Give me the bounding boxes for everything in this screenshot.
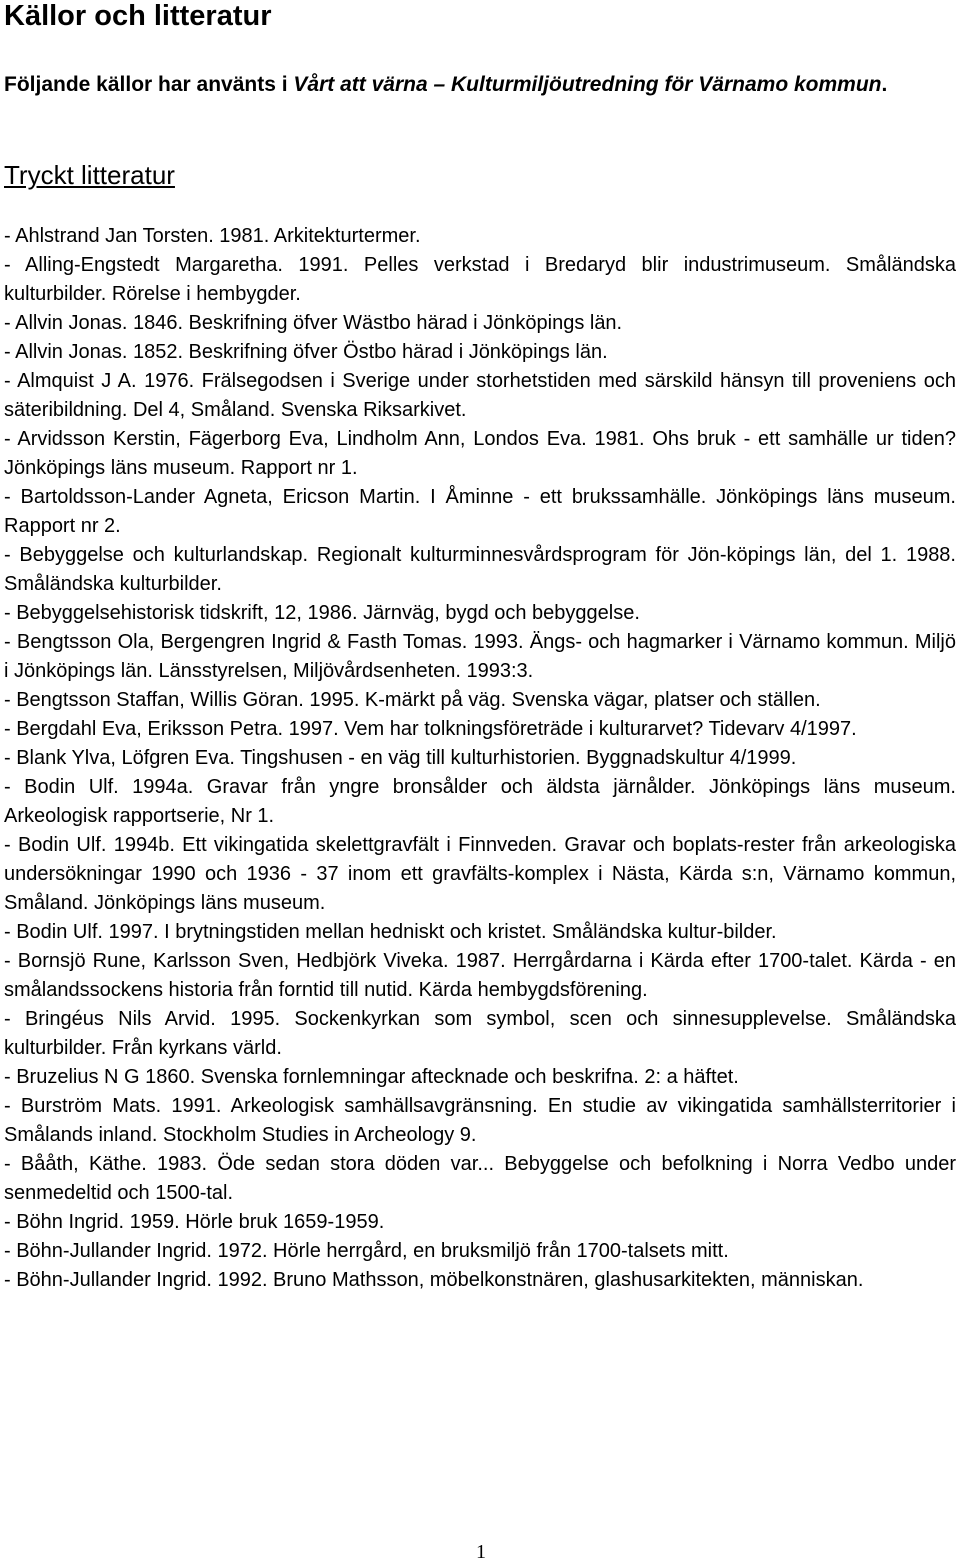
reference-entry: - Bergdahl Eva, Eriksson Petra. 1997. Vem har tolkningsföreträde i kulturarvet? Tidevarv 4/1997. <box>4 718 857 740</box>
reference-list <box>4 222 956 1295</box>
reference-entry: - Alling-Engstedt Margaretha. 1991. Pelles verkstad i Bredaryd blir industrimuseum. Småländska kulturbilder. Rörelse i hembygder. <box>4 254 956 305</box>
reference-entry: - Allvin Jonas. 1846. Beskrifning öfver Wästbo härad i Jönköpings län. <box>4 312 623 334</box>
reference-entry: - Böhn-Jullander Ingrid. 1972. Hörle herrgård, en bruksmiljö från 1700-talsets mitt. <box>4 1240 729 1262</box>
reference-entry: - Böhn Ingrid. 1959. Hörle bruk 1659-1959. <box>4 1211 385 1233</box>
reference-entry: - Bringéus Nils Arvid. 1995. Sockenkyrkan som symbol, scen och sinnesupplevelse. Småländska kulturbilder. Från kyrkans värld. <box>4 1008 956 1059</box>
reference-entry: - Bodin Ulf. 1997. I brytningstiden mellan hedniskt och kristet. Småländska kultur-bilder. <box>4 921 777 943</box>
reference-entry: - Bengtsson Staffan, Willis Göran. 1995. K-märkt på väg. Svenska vägar, platser och ställen. <box>4 689 821 711</box>
page-title: Källor och litteratur <box>4 0 272 32</box>
reference-entry: - Bodin Ulf. 1994b. Ett vikingatida skelettgravfält i Finnveden. Gravar och boplats-rester från arkeologiska undersökningar 1990 och 1936 - 37 inom ett gravfälts-komplex i Nästa, Kärda s:n, Värnamo kommun, Småland. Jönköpings läns museum. <box>4 834 956 914</box>
reference-entry: - Bebyggelsehistorisk tidskrift, 12, 1986. Järnväg, bygd och bebyggelse. <box>4 602 640 624</box>
reference-entry: - Arvidsson Kerstin, Fägerborg Eva, Lindholm Ann, Londos Eva. 1981. Ohs bruk - ett samhälle ur tiden? Jönköpings läns museum. Rapport nr 1. <box>4 428 956 479</box>
reference-entry: - Ahlstrand Jan Torsten. 1981. Arkitekturtermer. <box>4 225 421 247</box>
reference-entry: - Bengtsson Ola, Bergengren Ingrid & Fasth Tomas. 1993. Ängs- och hagmarker i Värnamo kommun. Miljö i Jönköpings län. Länsstyrelsen, Miljövårdsenheten. 1993:3. <box>4 631 956 682</box>
reference-entry: - Bornsjö Rune, Karlsson Sven, Hedbjörk Viveka. 1987. Herrgårdarna i Kärda efter 1700-talet. Kärda - en smålandssockens historia från forntid till nutid. Kärda hembygdsförening. <box>4 950 956 1001</box>
reference-entry: - Burström Mats. 1991. Arkeologisk samhällsavgränsning. En studie av vikingatida samhällsterritorier i Smålands inland. Stockholm Studies in Archeology 9. <box>4 1095 956 1146</box>
intro-suffix: . <box>881 73 888 96</box>
page-number: 1 <box>476 1541 486 1563</box>
reference-entry: - Almquist J A. 1976. Frälsegodsen i Sverige under storhetstiden med särskild hänsyn till proveniens och säteribildning. Del 4, Småland. Svenska Riksarkivet. <box>4 370 956 421</box>
reference-entry: - Blank Ylva, Löfgren Eva. Tingshusen - en väg till kulturhistorien. Byggnadskultur 4/1999. <box>4 747 797 769</box>
section-heading: Tryckt litteratur <box>4 160 175 190</box>
intro-prefix: Följande källor har använts i <box>4 73 294 96</box>
reference-entry: - Bodin Ulf. 1994a. Gravar från yngre bronsålder och äldsta järnålder. Jönköpings läns museum. Arkeologisk rapportserie, Nr 1. <box>4 776 956 827</box>
reference-entry: - Böhn-Jullander Ingrid. 1992. Bruno Mathsson, möbelkonstnären, glashusarkitekten, människan. <box>4 1269 864 1291</box>
reference-entry: - Allvin Jonas. 1852. Beskrifning öfver Östbo härad i Jönköpings län. <box>4 341 608 363</box>
intro-work-title: Vårt att värna – Kulturmiljöutredning för Värnamo kommun <box>293 73 882 96</box>
reference-entry: - Bebyggelse och kulturlandskap. Regionalt kulturminnesvårdsprogram för Jön-köpings län, del 1. 1988. Småländska kulturbilder. <box>4 544 956 595</box>
intro-paragraph <box>4 70 956 99</box>
reference-entry: - Bååth, Käthe. 1983. Öde sedan stora döden var... Bebyggelse och befolkning i Norra Vedbo under senmedeltid och 1500-tal. <box>4 1153 956 1204</box>
reference-entry: - Bartoldsson-Lander Agneta, Ericson Martin. I Åminne - ett brukssamhälle. Jönköpings läns museum. Rapport nr 2. <box>4 486 956 537</box>
reference-entry: - Bruzelius N G 1860. Svenska fornlemningar aftecknade och beskrifna. 2: a häftet. <box>4 1066 739 1088</box>
